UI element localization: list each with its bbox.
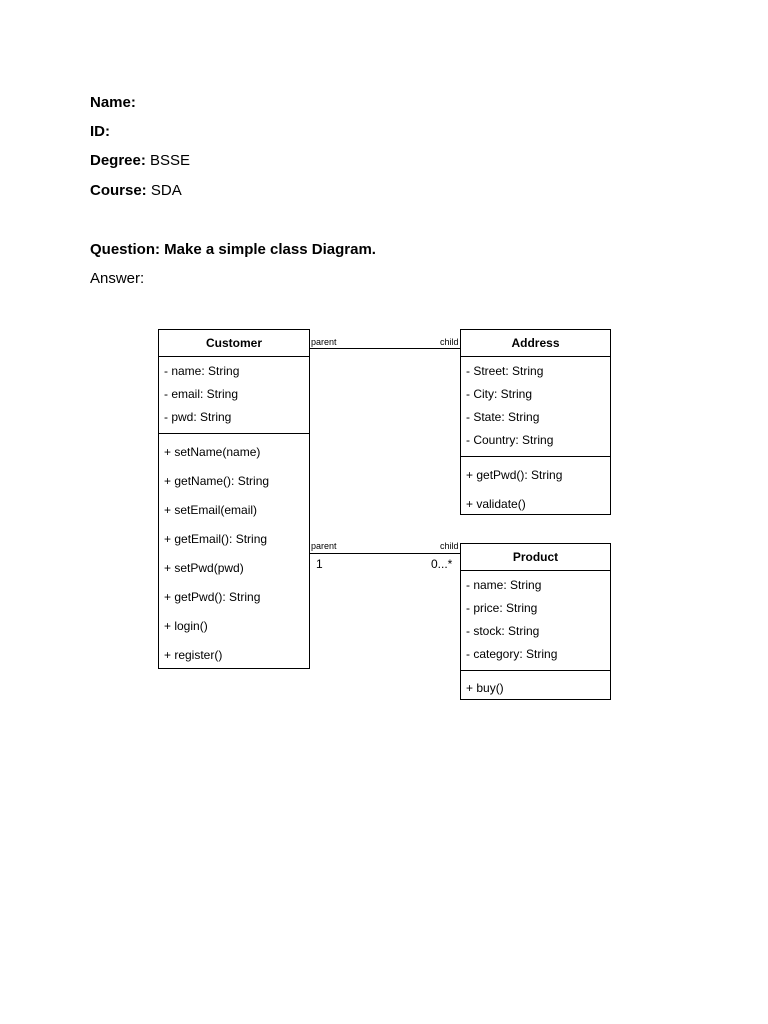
- class-address: [460, 329, 611, 515]
- course-value: SDA: [150, 182, 182, 199]
- class-customer-methods: [159, 434, 309, 672]
- class-product-methods: [461, 671, 610, 703]
- class-product-attributes: [461, 571, 610, 671]
- id-label: ID:: [90, 123, 110, 140]
- method-row: + login(): [164, 619, 208, 633]
- degree-field: [90, 152, 190, 170]
- class-address-attributes: [461, 357, 610, 457]
- attribute-row: - email: String: [164, 387, 239, 401]
- attribute-row: - name: String: [164, 364, 240, 378]
- attribute-row: - category: String: [466, 647, 558, 661]
- id-field: [90, 123, 110, 141]
- degree-label: Degree:: [90, 152, 146, 169]
- method-row: + validate(): [466, 497, 526, 511]
- attribute-row: - stock: String: [466, 624, 540, 638]
- class-product-name: Product: [461, 544, 610, 571]
- attribute-row: - City: String: [466, 387, 533, 401]
- association-source-multiplicity: 1: [316, 557, 323, 571]
- method-row: + buy(): [466, 681, 504, 695]
- answer-label: Answer:: [90, 270, 145, 287]
- degree-value: BSSE: [150, 152, 191, 169]
- association-source-role: parent: [311, 541, 337, 551]
- class-customer: [158, 329, 310, 669]
- method-row: + setName(name): [164, 445, 261, 459]
- association-target-role: child: [440, 541, 459, 551]
- attribute-row: - State: String: [466, 410, 540, 424]
- attribute-row: - Street: String: [466, 364, 544, 378]
- course-field: [90, 182, 182, 200]
- method-row: + register(): [164, 648, 223, 662]
- association-source-role: parent: [311, 337, 337, 347]
- method-row: + getEmail(): String: [164, 532, 268, 546]
- class-address-name: Address: [461, 330, 610, 357]
- class-address-methods: [461, 457, 610, 521]
- association-target-role: child: [440, 337, 459, 347]
- question-text: Question: Make a simple class Diagram.: [90, 241, 376, 258]
- attribute-row: - price: String: [466, 601, 538, 615]
- association-customer-product-line: [310, 553, 460, 554]
- method-row: + getName(): String: [164, 474, 270, 488]
- name-field: [90, 94, 136, 112]
- attribute-row: - name: String: [466, 578, 542, 592]
- method-row: + setPwd(pwd): [164, 561, 244, 575]
- association-target-multiplicity: 0...*: [431, 557, 453, 571]
- class-product: [460, 543, 611, 700]
- attribute-row: - pwd: String: [164, 410, 232, 424]
- class-customer-name: Customer: [159, 330, 309, 357]
- method-row: + getPwd(): String: [466, 468, 563, 482]
- association-customer-address-line: [310, 348, 460, 349]
- attribute-row: - Country: String: [466, 433, 554, 447]
- class-customer-attributes: [159, 357, 309, 434]
- course-label: Course:: [90, 182, 147, 199]
- method-row: + setEmail(email): [164, 503, 258, 517]
- method-row: + getPwd(): String: [164, 590, 261, 604]
- name-label: Name:: [90, 94, 136, 111]
